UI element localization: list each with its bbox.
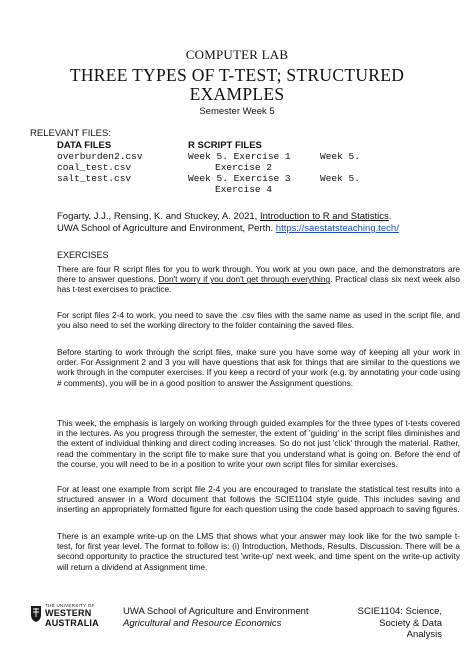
paragraph-text: . Practical class six next week also has t-test exercises to practice. bbox=[57, 274, 461, 295]
script-files-header: R SCRIPT FILES bbox=[188, 140, 262, 151]
reference-publisher: UWA School of Agriculture and Environment, Perth. bbox=[57, 223, 276, 234]
script-file-item: Exercise 4 bbox=[215, 184, 273, 195]
reference-citation bbox=[57, 211, 462, 235]
university-logo bbox=[30, 603, 110, 633]
title-line-1: THREE TYPES OF T-TEST; STRUCTURED bbox=[69, 65, 405, 85]
data-files-header: DATA FILES bbox=[57, 140, 112, 151]
page-title bbox=[0, 66, 474, 104]
reference-authors: Fogarty, J.J., Rensing, K. and Stuckey, A. 2021, bbox=[57, 211, 260, 222]
crest-icon bbox=[30, 605, 42, 623]
script-file-item: Week 5. bbox=[320, 173, 360, 184]
data-file-item: overburden2.csv bbox=[57, 151, 143, 162]
script-files-column bbox=[188, 140, 328, 195]
script-files-column-2 bbox=[320, 140, 380, 184]
paragraph: This week, the emphasis is largely on working through guided examples for the three types of t-tests covered in the lectures. As you progress through the semester, the extent of 'guiding' in the script files diminishes and the extent of individual thinking and direct coding increases. So do not just 'click' through the material. Rather, read the commentary in the script file to make sure that you understand what is going on. Before the end of the course, you will need to be in a position to write your own script files for similar exercises. bbox=[57, 418, 460, 469]
script-file-item: Exercise 2 bbox=[215, 162, 273, 173]
paragraph: For script files 2-4 to work, you need to save the .csv files with the same name as used in the script file, and you also need to set the working directory to the folder containing the saved files. bbox=[57, 310, 460, 331]
exercises-heading: EXERCISES bbox=[57, 250, 109, 260]
paragraph: Before starting to work through the script files, make sure you have some way of keeping all your work in order. For Assignment 2 and 3 you will have questions that ask for things that are similar to the questions we work through in the computer exercises. If you keep a record of your work (e.g. by annotating your code using # comments), you will be in a good position to answer the Assignment questions. bbox=[57, 347, 460, 388]
script-file-item: Week 5. bbox=[320, 151, 360, 162]
logo-line: AUSTRALIA bbox=[45, 618, 99, 628]
semester-label: Semester Week 5 bbox=[199, 106, 275, 117]
data-files-column bbox=[57, 140, 187, 184]
logo-line: WESTERN bbox=[45, 608, 92, 618]
emphasis-text: Don't worry if you don't get through everything bbox=[158, 274, 331, 285]
title-line-2: EXAMPLES bbox=[189, 84, 285, 104]
paragraph-text: There are four R script files for you to work through. You work at you own pace, and the demonstrators are there to answer questions. bbox=[57, 264, 460, 285]
relevant-files-label: RELEVANT FILES: bbox=[30, 128, 111, 139]
script-file-item: Week 5. Exercise 1 bbox=[188, 151, 291, 162]
lab-label: COMPUTER LAB bbox=[185, 47, 289, 62]
logo-line: THE UNIVERSITY OF bbox=[45, 603, 95, 608]
paragraph: There is an example write-up on the LMS that shows what your answer may look like for the two sample t-test, for first year level. The format to follow is: (i) Introduction, Methods, Results, Discussion. There will be a second opportunity to practice the structured test 'write-up' next week, and time spent on the write-up activity will return a dividend at Assignment time. bbox=[57, 531, 460, 572]
reference-book-title: Introduction to R and Statistics bbox=[259, 211, 389, 222]
course-label bbox=[352, 606, 442, 641]
script-file-item: Week 5. Exercise 3 bbox=[188, 173, 291, 184]
reference-punct: . bbox=[388, 211, 392, 222]
paragraph: For at least one example from script file 2-4 you are encouraged to translate the statistical test results into a structured answer in a Word document that follows the SCIE1104 style guide. This includes saving and inserting an appropriately formatted figure for each question using the code based approach to saving figures. bbox=[57, 484, 460, 515]
course-line: Analysis bbox=[406, 629, 442, 640]
reference-url-link[interactable]: https://saestatsteaching.tech/ bbox=[275, 223, 399, 234]
school-department: Agricultural and Resource Economics bbox=[123, 618, 282, 629]
school-name: UWA School of Agriculture and Environment bbox=[123, 606, 309, 617]
course-line: SCIE1104: Science, bbox=[357, 606, 442, 617]
paragraph bbox=[57, 264, 460, 295]
data-file-item: coal_test.csv bbox=[57, 162, 132, 173]
data-file-item: salt_test.csv bbox=[57, 173, 132, 184]
footer bbox=[30, 603, 450, 643]
course-line: Society & Data bbox=[379, 617, 442, 629]
